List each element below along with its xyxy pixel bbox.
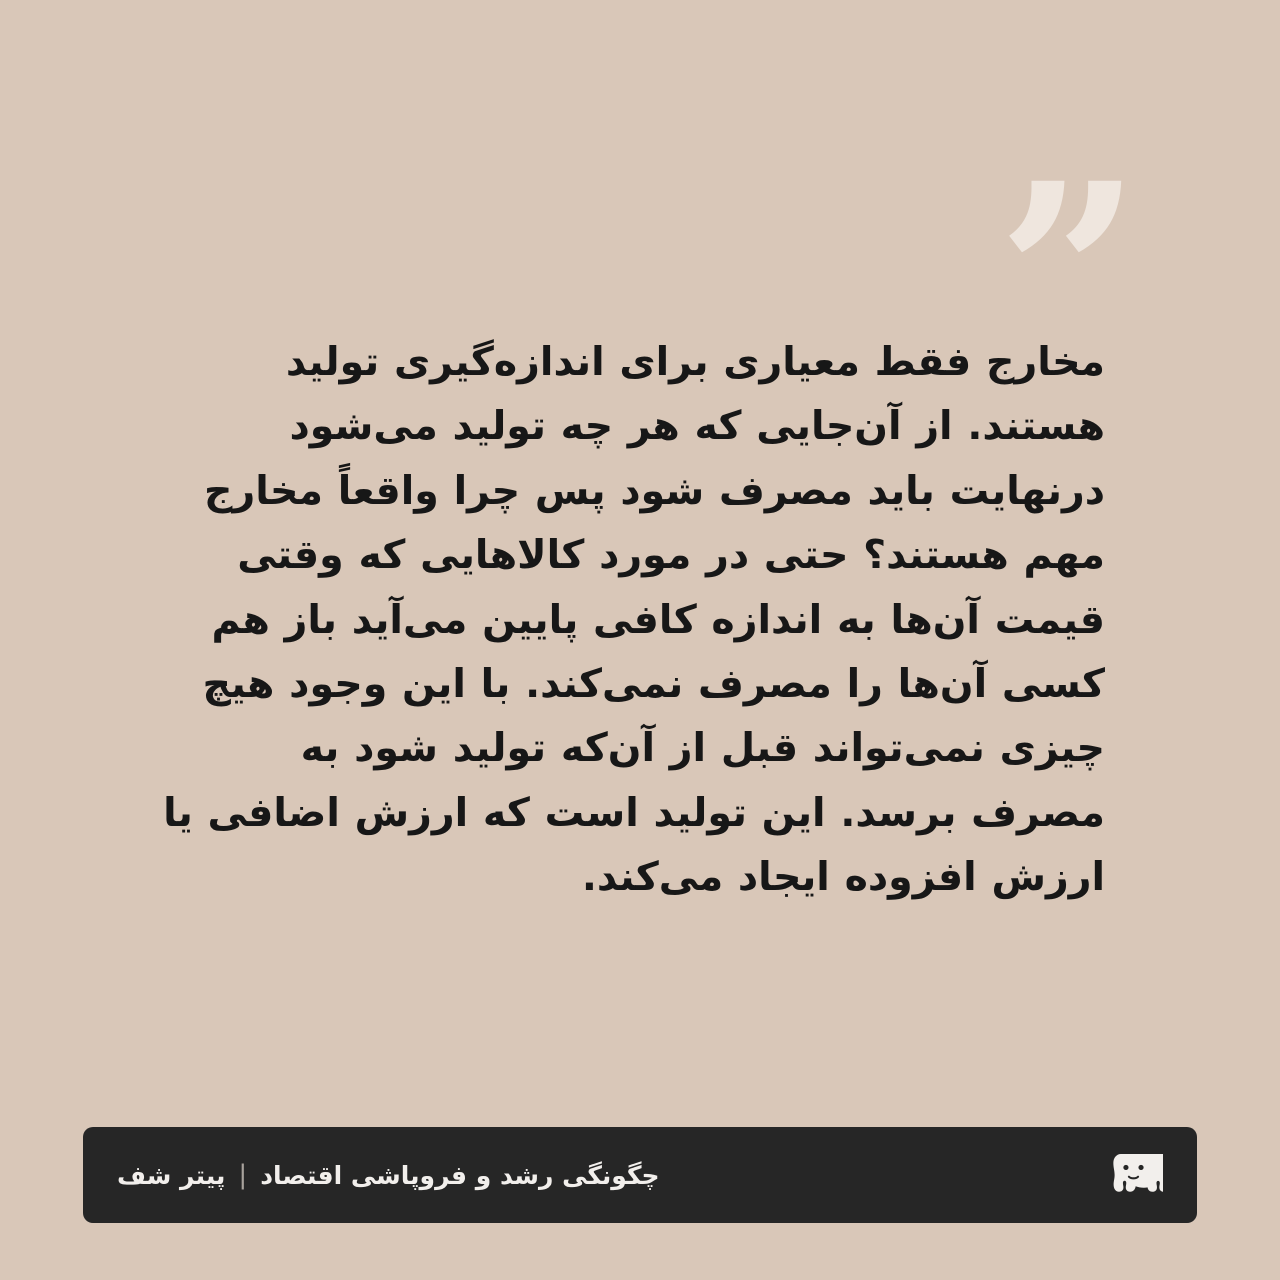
elephant-logo-icon: [1109, 1149, 1163, 1201]
author-name: پیتر شف: [117, 1160, 226, 1190]
credit-separator: |: [238, 1160, 248, 1190]
footer-credit: [117, 1160, 660, 1190]
footer-bar: [83, 1127, 1197, 1223]
quote-text: مخارج فقط معیاری برای اندازه‌گیری تولید هستند. از آن‌جایی که هر چه تولید می‌شود درنهایت باید مصرف شود پس چرا واقعاً مخارج مهم هستند؟ حتی در مورد کالاهایی که وقتی قیمت آن‌ها به اندازه کافی پایین می‌آید باز هم کسی آن‌ها را مصرف نمی‌کند. با این وجود هیچ چیزی نمی‌تواند قبل از آن‌که تولید شود به مصرف برسد. این تولید است که ارزش اضافی یا ارزش افزوده ایجاد می‌کند.: [163, 339, 1105, 900]
book-title: چگونگی رشد و فروپاشی اقتصاد: [260, 1160, 660, 1190]
quotation-mark-icon: ”: [997, 128, 1135, 422]
